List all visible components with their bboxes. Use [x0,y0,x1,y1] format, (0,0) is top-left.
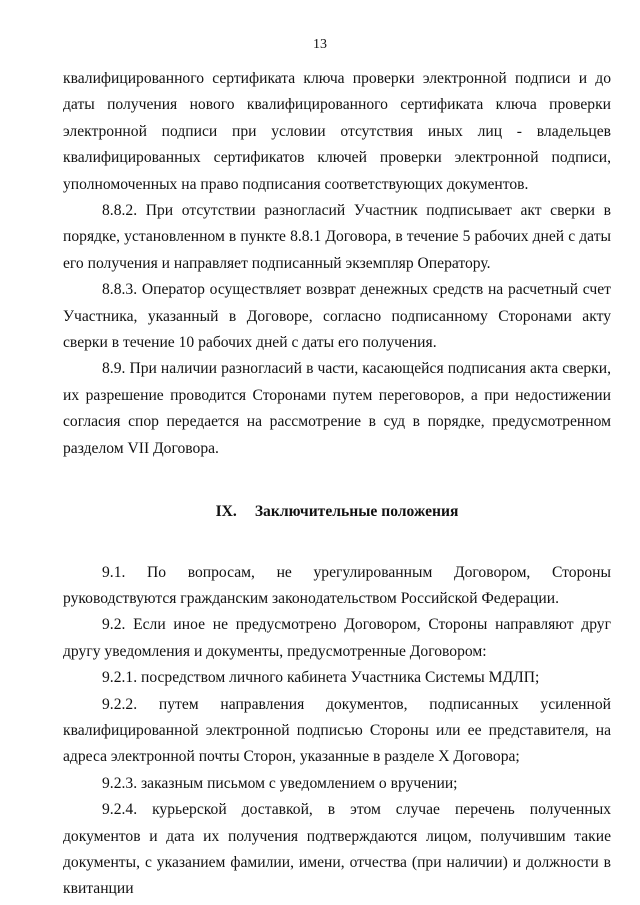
document-body [63,66,611,903]
paragraph-9-2-1: 9.2.1. посредством личного кабинета Участника Системы МДЛП; [102,669,540,687]
paragraph-8-8-1-continued: квалифицированного сертификата ключа проверки электронной подписи и до даты получения нового квалифицированного сертификата ключа проверки электронной подписи при условии отсутствия иных лиц - владельцев квалифицированных сертификатов ключей проверки электронной подписи, уполномоченных на право подписания соответствующих документов. [63,70,611,193]
section-title: Заключительные положения [254,503,459,521]
paragraph-8-8-3: 8.8.3. Оператор осуществляет возврат денежных средств на расчетный счет Участника, указанный в Договоре, согласно подписанному Сторонами акту сверки в течение 10 рабочих дней с даты его получения. [63,281,611,352]
page-number: 13 [313,37,327,52]
paragraph-8-9: 8.9. При наличии разногласий в части, касающейся подписания акта сверки, их разрешение проводится Сторонами путем переговоров, а при недостижении согласия спор передается на рассмотрение в суд в порядке, предусмотренном разделом VII Договора. [63,360,611,457]
paragraph-9-2: 9.2. Если иное не предусмотрено Договором, Стороны направляют друг другу уведомления и документы, предусмотренные Договором: [63,616,611,660]
section-heading [63,499,611,525]
section-number: IX. [215,503,237,521]
paragraph-9-1: 9.1. По вопросам, не урегулированным Договором, Стороны руководствуются гражданским законодательством Российской Федерации. [63,563,611,607]
paragraph-9-2-2: 9.2.2. путем направления документов, подписанных усиленной квалифицированной электронной подписью Стороны или ее представителя, на адреса электронной почты Сторон, указанные в разделе X Договора; [63,695,611,766]
paragraph-9-2-4: 9.2.4. курьерской доставкой, в этом случае перечень полученных документов и дата их получения подтверждаются лицом, получившим такие документы, с указанием фамилии, имени, отчества (при наличии) и должности в квитанции [63,801,611,898]
paragraph-8-8-2: 8.8.2. При отсутствии разногласий Участник подписывает акт сверки в порядке, установленном в пункте 8.8.1 Договора, в течение 5 рабочих дней с даты его получения и направляет подписанный экземпляр Оператору. [63,202,611,272]
paragraph-9-2-3: 9.2.3. заказным письмом с уведомлением о вручении; [102,774,458,792]
